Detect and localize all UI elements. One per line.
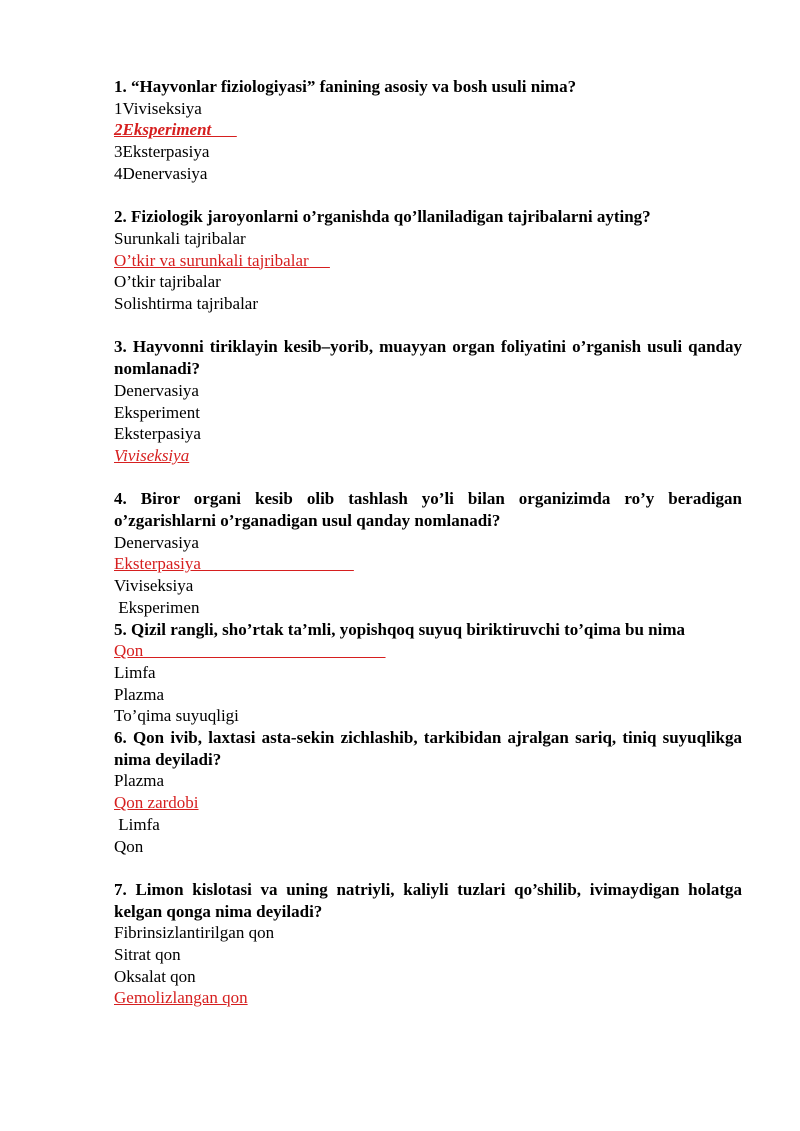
answer-option: To’qima suyuqligi — [114, 706, 239, 726]
spacer — [114, 467, 742, 489]
correct-answer-option: O’tkir va surunkali tajribalar — [114, 250, 330, 270]
question-4 — [114, 488, 742, 618]
answer-option: Qon — [114, 836, 144, 856]
answer-option: 1Viviseksiya — [114, 98, 202, 118]
question-text: 6. Qon ivib, laxtasi asta-sekin zichlashib, tarkibidan ajralgan sariq, tiniq suyuqlikga nima deyiladi? — [114, 728, 742, 769]
answer-option: Limfa — [114, 814, 160, 834]
answer-option: Fibrinsizlantirilgan qon — [114, 923, 275, 943]
answer-option: Eksperimen — [114, 597, 200, 617]
answer-option: 3Eksterpasiya — [114, 142, 210, 162]
correct-answer-option: Qon — [114, 641, 386, 661]
answer-option: O’tkir tajribalar — [114, 272, 221, 292]
answer-option: 4Denervasiya — [114, 163, 208, 183]
correct-answer-option: 2Eksperiment — [114, 120, 237, 140]
answer-option: Solishtirma tajribalar — [114, 294, 258, 314]
correct-answer-option: Gemolizlangan qon — [114, 988, 248, 1008]
question-text: 1. “Hayvonlar fiziologiyasi” fanining asosiy va bosh usuli nima? — [114, 77, 577, 96]
correct-answer-option: Qon zardobi — [114, 793, 199, 813]
answer-option: Viviseksiya — [114, 576, 194, 596]
question-text: 3. Hayvonni tiriklayin kesib–yorib, muayyan organ foliyatini o’rganish usuli qanday nomlanadi? — [114, 337, 742, 379]
correct-answer-option: Eksterpasiya — [114, 554, 354, 574]
question-3 — [114, 336, 742, 466]
answer-option: Surunkali tajribalar — [114, 228, 246, 248]
question-6 — [114, 727, 742, 857]
question-text: 7. Limon kislotasi va uning natriyli, kaliyli tuzlari qo’shilib, ivimaydigan holatga kelgan qonga nima deyiladi? — [114, 879, 742, 921]
answer-option: Eksperiment — [114, 402, 200, 422]
answer-option: Limfa — [114, 662, 156, 682]
answer-option: Oksalat qon — [114, 966, 196, 986]
answer-option: Eksterpasiya — [114, 424, 201, 444]
question-5 — [114, 619, 742, 728]
question-text: 5. Qizil rangli, sho’rtak ta’mli, yopishqoq suyuq biriktiruvchi to’qima bu nima — [114, 619, 686, 639]
answer-option: Sitrat qon — [114, 945, 181, 965]
correct-answer-option: Viviseksiya — [114, 445, 190, 465]
answer-option: Denervasiya — [114, 380, 199, 400]
document-page — [114, 76, 742, 1009]
spacer — [114, 857, 742, 879]
answer-option: Plazma — [114, 771, 165, 791]
spacer — [114, 185, 742, 207]
spacer — [114, 315, 742, 337]
question-7 — [114, 879, 742, 1009]
question-text: 2. Fiziologik jaroyonlarni o’rganishda qo’llaniladigan tajribalarni ayting? — [114, 207, 651, 227]
question-1 — [114, 76, 742, 185]
question-2 — [114, 206, 742, 315]
question-text: 4. Biror organi kesib olib tashlash yo’li bilan organizimda ro’y beradigan o’zgarishlarni o’rganadigan usul qanday nomlanadi? — [114, 489, 742, 531]
answer-option: Denervasiya — [114, 532, 199, 552]
answer-option: Plazma — [114, 684, 165, 704]
